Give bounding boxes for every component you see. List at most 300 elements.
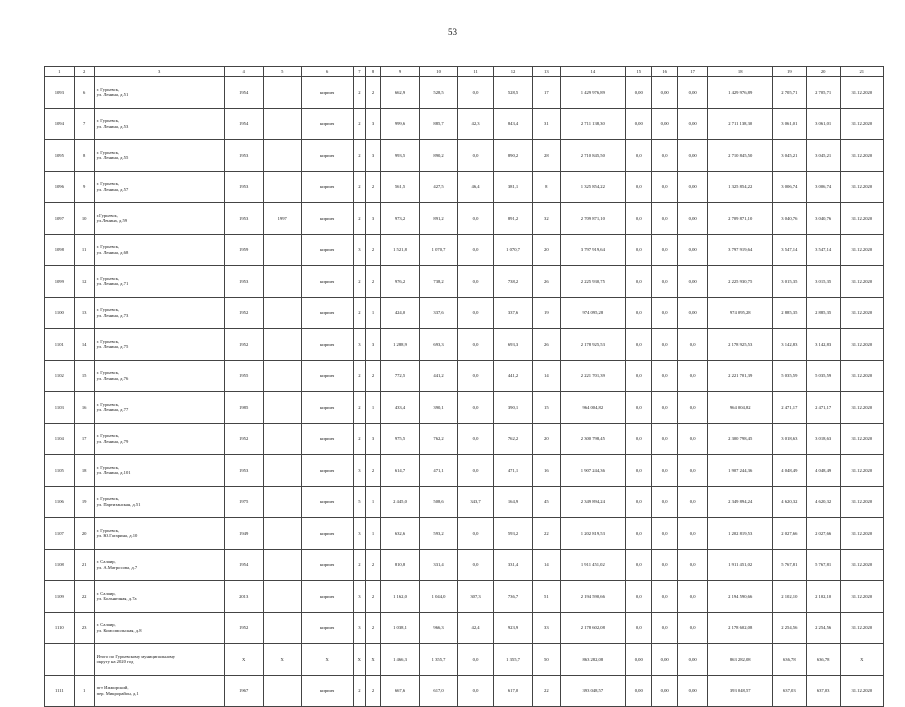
table-cell: кирпич (301, 329, 353, 361)
table-cell: 26 (533, 329, 560, 361)
table-cell: 1 202 819,53 (708, 518, 772, 550)
table-cell: 4 048,49 (772, 455, 806, 487)
table-cell: 3 061,01 (806, 108, 840, 140)
table-cell: 3 006,74 (806, 171, 840, 203)
table-cell: 31.12.2020 (840, 234, 883, 266)
table-cell: 26 (533, 266, 560, 298)
column-number: 5 (263, 67, 301, 77)
table-cell: 42,4 (458, 612, 494, 644)
table-cell: 19 (533, 297, 560, 329)
table-cell: 0,0 (652, 518, 677, 550)
table-cell: 0,0 (458, 392, 494, 424)
table-cell: 3 547,14 (772, 234, 806, 266)
table-cell: 1 429 976,89 (560, 77, 626, 109)
column-number: 6 (301, 67, 353, 77)
table-cell: 975,5 (380, 423, 419, 455)
table-cell: 1 907 244,36 (708, 455, 772, 487)
table-cell: 1 070,7 (420, 234, 458, 266)
address-line: ул. Ю.Гагарина, д.10 (96, 533, 138, 539)
table-cell: 2 (366, 581, 381, 613)
table-cell: 14 (74, 329, 94, 361)
address-cell (94, 329, 224, 361)
table-row (45, 77, 884, 109)
address-line: г.Гурьевск, (96, 212, 118, 218)
table-cell: 0,0 (677, 486, 708, 518)
table-cell: 1 355,7 (420, 644, 458, 676)
table-cell: 0,0 (652, 234, 677, 266)
table-cell: 3 015,35 (806, 266, 840, 298)
table-cell: 1953 (224, 171, 263, 203)
table-cell: 31.12.2020 (840, 549, 883, 581)
table-cell: 2 300 798,45 (560, 423, 626, 455)
table-cell: 2 221 701,39 (560, 360, 626, 392)
table-cell: 2 (366, 77, 381, 109)
table-cell: 19 (74, 486, 94, 518)
address-cell (94, 140, 224, 172)
table-cell: 5 767,81 (806, 549, 840, 581)
address-line: г. Гурьевск, (96, 86, 120, 92)
table-cell: 0,0 (677, 612, 708, 644)
table-cell: 33 (533, 612, 560, 644)
table-cell: 2 300 798,45 (708, 423, 772, 455)
table-cell: 2 710 845,50 (708, 140, 772, 172)
table-cell: 736,7 (494, 581, 533, 613)
table-row (45, 455, 884, 487)
table-cell: 1 288,9 (380, 329, 419, 361)
table-cell: кирпич (301, 392, 353, 424)
address-cell (94, 108, 224, 140)
table-cell: 1953 (224, 203, 263, 235)
table-cell: 0,0 (652, 140, 677, 172)
table-cell: 0,0 (626, 171, 652, 203)
table-cell: кирпич (301, 423, 353, 455)
table-cell: 3 (353, 518, 366, 550)
table-cell: 2 705,71 (772, 77, 806, 109)
address-cell (94, 486, 224, 518)
table-cell: 331,4 (494, 549, 533, 581)
table-cell: 1095 (45, 140, 75, 172)
table-cell: 2 194 590,66 (708, 581, 772, 613)
table-cell: 2 (366, 549, 381, 581)
table-cell: кирпич (301, 675, 353, 707)
table-cell: 5 035,59 (806, 360, 840, 392)
table-cell: 1 202 819,53 (560, 518, 626, 550)
table-cell: 964 004,82 (708, 392, 772, 424)
table-row (45, 518, 884, 550)
table-cell: 20 (74, 518, 94, 550)
address-cell (94, 423, 224, 455)
table-cell: 31.12.2020 (840, 171, 883, 203)
address-line: г. Гурьевск, (96, 464, 120, 470)
table-cell: 0,0 (626, 329, 652, 361)
table-cell: 31.12.2020 (840, 486, 883, 518)
table-cell: 17 (74, 423, 94, 455)
table-row (45, 612, 884, 644)
table-cell: 18 (74, 455, 94, 487)
table-cell: 976,2 (380, 266, 419, 298)
table-cell: 0,00 (677, 108, 708, 140)
table-cell: 1952 (224, 329, 263, 361)
table-cell: 1954 (224, 108, 263, 140)
table-cell: 2 178 925,53 (560, 329, 626, 361)
column-numbers-row (45, 67, 884, 77)
table-cell: 0,0 (626, 266, 652, 298)
table-cell: 1 162,0 (380, 581, 419, 613)
table-cell: 0,0 (677, 455, 708, 487)
address-line: ул. Ленина, д.71 (96, 281, 129, 287)
table-cell: X (366, 644, 381, 676)
table-cell: 1959 (224, 234, 263, 266)
table-cell: 12 (74, 266, 94, 298)
address-cell (94, 77, 224, 109)
table-cell: 31.12.2020 (840, 266, 883, 298)
table-cell: 0,00 (652, 644, 677, 676)
table-cell: 1 070,7 (494, 234, 533, 266)
table-cell: 51 (533, 581, 560, 613)
table-cell: 662,9 (380, 77, 419, 109)
table-row (45, 329, 884, 361)
address-line: г. Гурьевск, (96, 275, 120, 281)
table-cell: X (840, 644, 883, 676)
table-cell (263, 549, 301, 581)
address-line: ул.Ленина, д.59 (96, 218, 128, 224)
address-line: г. Гурьевск, (96, 149, 120, 155)
table-cell: 2 709 871,10 (708, 203, 772, 235)
table-cell: 617,0 (420, 675, 458, 707)
table-cell: 528,5 (494, 77, 533, 109)
table-cell: 381,1 (494, 171, 533, 203)
table-cell: 2 349 894,24 (560, 486, 626, 518)
table-cell: 0,00 (677, 203, 708, 235)
table-cell: 0,0 (458, 423, 494, 455)
table-cell: 738,2 (420, 266, 458, 298)
table-cell: 22 (533, 518, 560, 550)
table-cell: 3 (366, 140, 381, 172)
table-cell: 31.12.2020 (840, 108, 883, 140)
table-cell: 2 178 602,08 (560, 612, 626, 644)
table-cell: 2 027,66 (806, 518, 840, 550)
table-cell (263, 581, 301, 613)
column-number: 20 (806, 67, 840, 77)
address-cell (94, 581, 224, 613)
table-cell: 863 282,08 (708, 644, 772, 676)
table-cell (263, 392, 301, 424)
table-cell: 1096 (45, 171, 75, 203)
address-cell (94, 675, 224, 707)
address-line: г. Гурьевск, (96, 181, 120, 187)
table-cell: 337,6 (494, 297, 533, 329)
table-cell: 2 709 871,10 (560, 203, 626, 235)
column-number: 17 (677, 67, 708, 77)
table-cell: 16 (74, 392, 94, 424)
table-cell: 0,0 (458, 455, 494, 487)
table-row (45, 108, 884, 140)
table-cell: 1097 (45, 203, 75, 235)
table-cell: 2 (353, 77, 366, 109)
table-cell: 1997 (263, 203, 301, 235)
address-line: ул. Больничная, д.7а (96, 596, 137, 602)
table-cell: 0,00 (652, 108, 677, 140)
table-cell: 17 (533, 77, 560, 109)
table-cell: 3 061,01 (772, 108, 806, 140)
table-cell: 2013 (224, 581, 263, 613)
table-cell: кирпич (301, 108, 353, 140)
table-cell: 46,4 (458, 171, 494, 203)
table-cell: 8 (533, 171, 560, 203)
table-cell: 0,0 (677, 581, 708, 613)
table-cell: 0,0 (652, 329, 677, 361)
table-cell: 441,2 (420, 360, 458, 392)
table-cell: 2 710 845,50 (560, 140, 626, 172)
table-cell: 0,0 (652, 266, 677, 298)
table-cell: 810,8 (380, 549, 419, 581)
table-cell: 0,0 (652, 581, 677, 613)
address-cell (94, 171, 224, 203)
table-cell: 10 (74, 203, 94, 235)
column-number: 3 (94, 67, 224, 77)
address-line: ул. Ленина, д.68 (96, 249, 129, 255)
address-line: г. Гурьевск, (96, 401, 120, 407)
column-number: 14 (560, 67, 626, 77)
table-cell: 0,00 (626, 108, 652, 140)
table-cell: 0,0 (626, 423, 652, 455)
table-cell: 471,1 (494, 455, 533, 487)
address-line: г. Гурьевск, (96, 370, 120, 376)
table-cell: 1106 (45, 486, 75, 518)
address-line: ул. Ленина, д.57 (96, 186, 129, 192)
table-cell: 0,0 (677, 392, 708, 424)
table-cell: 923,9 (494, 612, 533, 644)
table-cell: 390,1 (420, 392, 458, 424)
table-cell: 1105 (45, 455, 75, 487)
table-cell: кирпич (301, 612, 353, 644)
table-row (45, 486, 884, 518)
table-cell: 9 (74, 171, 94, 203)
table-cell: 2 178 925,53 (708, 329, 772, 361)
table-cell: 13 (74, 297, 94, 329)
table-cell: 2 221 701,39 (708, 360, 772, 392)
table-cell: 0,0 (652, 455, 677, 487)
table-cell: 1952 (224, 297, 263, 329)
table-cell: 8 (74, 140, 94, 172)
table-cell: 5 035,59 (772, 360, 806, 392)
table-cell: 31.12.2020 (840, 455, 883, 487)
table-cell: 31.12.2020 (840, 612, 883, 644)
address-line: ул. Ленина, д.75 (96, 344, 129, 350)
address-line: г. Салаир, (96, 559, 116, 565)
table-cell: кирпич (301, 455, 353, 487)
table-cell: 1109 (45, 581, 75, 613)
address-line: ул. Ленина, д.53 (96, 123, 129, 129)
table-cell: 0,00 (652, 675, 677, 707)
table-cell: 885,7 (420, 108, 458, 140)
table-cell: 2 705,71 (806, 77, 840, 109)
table-cell: 2 (353, 297, 366, 329)
column-number: 7 (353, 67, 366, 77)
table-cell: кирпич (301, 203, 353, 235)
table-cell: 3 (366, 329, 381, 361)
table-cell (263, 486, 301, 518)
table-cell (263, 518, 301, 550)
column-number: 2 (74, 67, 94, 77)
column-number: 8 (366, 67, 381, 77)
table-cell: 0,0 (652, 297, 677, 329)
table-cell: 2 027,66 (772, 518, 806, 550)
table-cell: 0,00 (677, 644, 708, 676)
table-cell: 2 471,17 (806, 392, 840, 424)
table-cell: 424,0 (380, 297, 419, 329)
table-row (45, 581, 884, 613)
table-cell: кирпич (301, 140, 353, 172)
table-cell: 1099 (45, 266, 75, 298)
table-cell: 617,0 (494, 675, 533, 707)
table-cell: 1 (74, 675, 94, 707)
table-cell: 1 911 451,02 (708, 549, 772, 581)
address-line: г. Гурьевск, (96, 307, 120, 313)
table-cell: 1 521,8 (380, 234, 419, 266)
table-cell: 891,2 (420, 203, 458, 235)
table-cell: 973,2 (380, 203, 419, 235)
table-cell: 16 (533, 455, 560, 487)
table-cell: 2 (366, 612, 381, 644)
table-cell: 2 (353, 360, 366, 392)
table-cell: 0,0 (626, 203, 652, 235)
table-cell: 2 254,56 (806, 612, 840, 644)
table-cell: 1 (366, 297, 381, 329)
table-cell: 0,0 (458, 549, 494, 581)
address-line: г. Гурьевск, (96, 433, 120, 439)
address-line: г. Гурьевск, (96, 118, 120, 124)
table-cell: 1952 (224, 612, 263, 644)
table-cell: 762,2 (420, 423, 458, 455)
table-cell: 0,0 (626, 455, 652, 487)
table-cell: 20 (533, 423, 560, 455)
table-cell: 2 102,10 (772, 581, 806, 613)
table-cell: 1955 (224, 360, 263, 392)
table-cell: 1098 (45, 234, 75, 266)
table-cell: 843,4 (494, 108, 533, 140)
table-cell: 0,0 (677, 518, 708, 550)
table-cell: 21 (74, 549, 94, 581)
column-number: 21 (840, 67, 883, 77)
table-cell: 2 225 930,75 (560, 266, 626, 298)
table-cell: 1953 (224, 266, 263, 298)
table-cell: 1 044,0 (420, 581, 458, 613)
address-cell (94, 203, 224, 235)
table-cell: 1967 (224, 675, 263, 707)
table-cell: 1103 (45, 392, 75, 424)
table-cell: 31.12.2020 (840, 203, 883, 235)
address-line: ул. Ленина, д.76 (96, 375, 129, 381)
table-cell: 1952 (224, 423, 263, 455)
table-cell: 0,0 (652, 612, 677, 644)
table-row (45, 392, 884, 424)
address-cell (94, 455, 224, 487)
address-line: ул. Ленина, д.55 (96, 155, 129, 161)
address-line: г. Гурьевск, (96, 244, 120, 250)
table-row (45, 360, 884, 392)
table-cell: 0,00 (626, 77, 652, 109)
table-cell: 3 040,76 (806, 203, 840, 235)
table-cell: 0,00 (677, 675, 708, 707)
table-row (45, 423, 884, 455)
table-cell: 2 711 138,30 (708, 108, 772, 140)
table-cell: 2 885,35 (772, 297, 806, 329)
table-cell: 614,7 (380, 455, 419, 487)
table-cell: 0,0 (458, 360, 494, 392)
table-cell: 23 (74, 612, 94, 644)
table-cell: 0,0 (652, 203, 677, 235)
table-cell: 3 547,14 (806, 234, 840, 266)
table-cell: 42,3 (458, 108, 494, 140)
table-cell: 632,6 (380, 518, 419, 550)
table-cell: 6 (74, 77, 94, 109)
table-cell: 2 102,10 (806, 581, 840, 613)
table-cell: 890,2 (494, 140, 533, 172)
table-cell: 3 040,76 (772, 203, 806, 235)
table-cell: кирпич (301, 266, 353, 298)
table-cell: 3 006,74 (772, 171, 806, 203)
address-cell (94, 644, 224, 676)
column-number: 11 (458, 67, 494, 77)
column-number: 16 (652, 67, 677, 77)
table-cell: 762,2 (494, 423, 533, 455)
table-row (45, 203, 884, 235)
table-cell: 1954 (224, 549, 263, 581)
table-cell: 0,00 (677, 297, 708, 329)
table-cell: 2 (366, 455, 381, 487)
table-cell: 993,5 (380, 140, 419, 172)
table-cell: 3 142,83 (806, 329, 840, 361)
table-cell: 427,5 (420, 171, 458, 203)
table-cell: 50 (533, 644, 560, 676)
table-cell: 0,0 (677, 360, 708, 392)
table-cell: 1111 (45, 675, 75, 707)
table-cell: 1954 (224, 77, 263, 109)
table-cell: 1093 (45, 77, 75, 109)
table-cell: 0,00 (626, 675, 652, 707)
table-cell: 2 225 930,75 (708, 266, 772, 298)
table-cell: 3 018,63 (806, 423, 840, 455)
table-cell: 14 (533, 360, 560, 392)
table-cell: 0,0 (458, 675, 494, 707)
table-cell: 1949 (224, 518, 263, 550)
table-cell: 2 (353, 203, 366, 235)
table-cell: кирпич (301, 360, 353, 392)
table-cell: 0,00 (626, 644, 652, 676)
address-line: ул. Ленина, д.79 (96, 438, 129, 444)
table-cell: 0,0 (626, 581, 652, 613)
table-cell: 0,0 (626, 297, 652, 329)
table-cell (263, 140, 301, 172)
table-cell (263, 171, 301, 203)
table-cell: 2 (366, 266, 381, 298)
column-number: 1 (45, 67, 75, 77)
table-cell: 3 045,21 (806, 140, 840, 172)
table-cell: 0,00 (677, 140, 708, 172)
table-cell: 1 466,3 (380, 644, 419, 676)
address-line: округу на 2020 год (96, 659, 134, 665)
address-line: ул. Ленина, д.51 (96, 92, 129, 98)
table-cell: 2 (366, 360, 381, 392)
table-cell (263, 455, 301, 487)
table-row (45, 297, 884, 329)
column-number: 18 (708, 67, 772, 77)
table-row (45, 675, 884, 707)
table-cell: 31.12.2020 (840, 581, 883, 613)
table-cell: 32 (533, 203, 560, 235)
table-cell: 0,0 (458, 518, 494, 550)
